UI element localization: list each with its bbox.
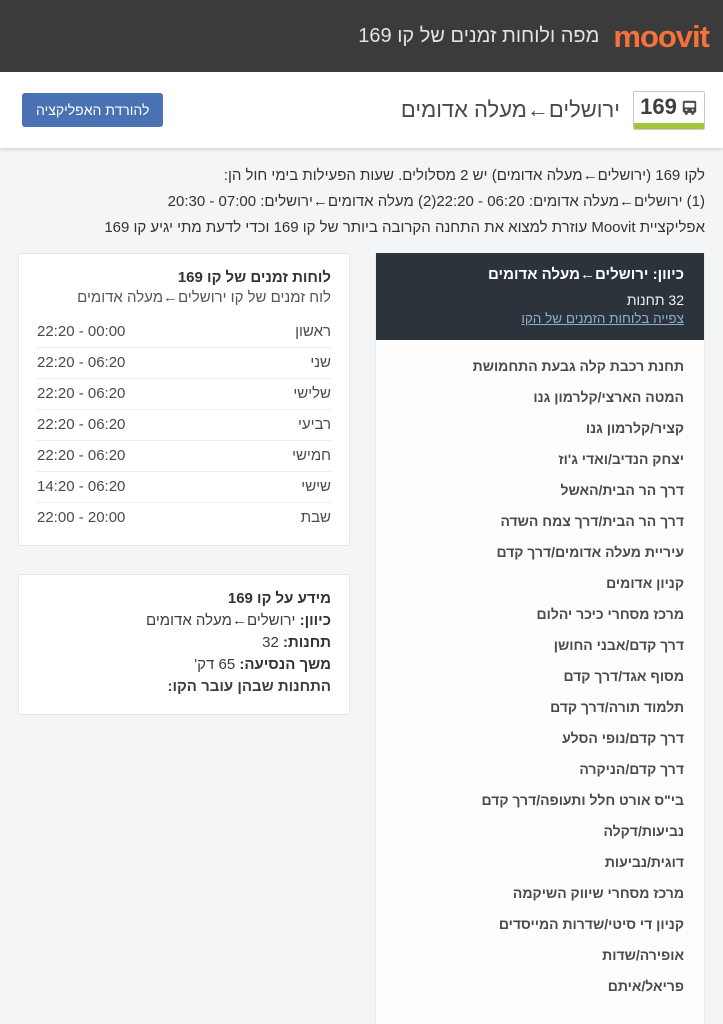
timetable-row [37,317,331,348]
timetable-hours: 22:20 - 06:20 [37,354,126,371]
stations-count: 32 תחנות [626,292,684,308]
info-duration-label: משך הנסיעה: [239,656,331,673]
direction-panel-header [376,253,704,340]
info-duration [37,654,331,676]
station-list-item[interactable]: קציר/קלרמון גנו [585,420,684,436]
timetable-day: שבת [300,509,331,526]
timetable-day: שישי [301,478,331,495]
timetable-card [18,253,350,546]
info-stations-value: 32 [262,634,279,651]
top-header [0,0,723,72]
station-list-item[interactable]: דרך קדם/הניקרה [579,761,684,777]
page-title: מפה ולוחות זמנים של קו 169 [358,24,600,47]
timetable-hours: 22:20 - 06:20 [37,385,126,402]
station-list-item[interactable]: עיריית מעלה אדומים/דרך קדם [496,544,684,560]
station-list-item[interactable]: קניון אדומים [606,575,684,591]
station-list-item[interactable]: דרך קדם/אבני החושן [553,637,684,653]
bus-icon [681,99,698,116]
main-content [18,253,705,1024]
station-list-item[interactable]: דרך קדם/נופי הסלע [562,730,684,746]
info-duration-value: 65 דק' [194,656,236,673]
info-direction-value: ירושלים←מעלה אדומים [146,612,296,629]
station-list-item[interactable]: מסוף אגד/דרך קדם [563,668,684,684]
download-app-button[interactable]: להורדת האפליקציה [22,93,163,127]
side-column [18,253,350,715]
timetable-card-subtitle: לוח זמנים של קו ירושלים←מעלה אדומים [77,289,331,306]
station-list-item[interactable]: קניון די סיטי/שדרות המייסדים [498,916,684,932]
timetable-hours: 22:20 - 06:20 [37,416,126,433]
timetable-day: ראשון [295,323,331,340]
timetable-hours: 22:20 - 00:00 [37,323,126,340]
timetable-rows [37,317,331,533]
intro-line-3: אפליקציית Moovit עוזרת למצוא את התחנה הקרובה ביותר של קו 169 וכדי לדעת מתי יגיע קו 169 [104,219,705,236]
line-badge-inner [634,92,704,123]
line-color-bar [634,123,704,129]
station-list-item[interactable]: תלמוד תורה/דרך קדם [550,699,684,715]
line-info-card [18,574,350,715]
timetable-day: רביעי [297,416,331,433]
station-list-item[interactable]: נביעות/דקלה [603,823,684,839]
station-list-item[interactable]: דרך הר הבית/האשל [560,482,684,498]
station-list-item[interactable]: פריאל/איתם [607,978,684,994]
timetable-row [37,503,331,533]
info-stations-label: תחנות: [282,634,331,651]
station-list-item[interactable]: יצחק הנדיב/ואדי ג'וז [558,451,684,467]
station-list-item[interactable]: מרכז מסחרי שיווק השיקמה [512,885,684,901]
station-list-item[interactable]: דוגית/נביעות [604,854,684,870]
line-subheader [0,72,723,148]
intro-paragraph [18,163,705,241]
timetable-row [37,379,331,410]
station-list-item[interactable]: דרך הר הבית/דרך צמח השדה [500,513,684,529]
line-badge [633,91,705,130]
timetable-hours: 22:00 - 20:00 [37,509,126,526]
direction-panel [375,253,705,1024]
info-direction [37,610,331,632]
timetable-row [37,441,331,472]
intro-line-1: לקו 169 (ירושלים←מעלה אדומים) יש 2 מסלולים. שעות הפעילות בימי חול הן: [223,167,705,184]
timetable-hours: 22:20 - 06:20 [37,447,126,464]
info-card-title: מידע על קו 169 [227,590,331,607]
line-number: 169 [640,94,677,119]
timetable-row [37,348,331,379]
station-list-item[interactable]: בי"ס אורט חלל ותעופה/דרך קדם [481,792,684,808]
timetable-row [37,472,331,503]
view-timetable-link[interactable]: צפייה בלוחות הזמנים של הקו [521,311,684,326]
station-list-item[interactable]: אופירה/שדות [602,947,684,963]
direction-title: כיוון: ירושלים←מעלה אדומים [488,266,684,283]
timetable-card-title: לוחות זמנים של קו 169 [177,269,331,286]
info-stations [37,632,331,654]
intro-line-2: (1) ירושלים←מעלה אדומים: 06:20 - 22:20(2) מעלה אדומים←ירושלים: 07:00 - 20:30 [167,193,705,210]
station-list-item[interactable]: תחנת רכבת קלה גבעת התחמושת [472,358,684,374]
info-stops-heading: התחנות שבהן עובר הקו: [167,678,331,695]
line-title: ירושלים←מעלה אדומים [400,97,620,122]
station-list-item[interactable]: המטה הארצי/קלרמון גנו [533,389,684,405]
timetable-row [37,410,331,441]
timetable-day: שלישי [293,385,331,402]
stations-list [376,340,704,1024]
timetable-day: חמישי [292,447,331,464]
timetable-hours: 14:20 - 06:20 [37,478,126,495]
timetable-day: שני [310,354,331,371]
moovit-logo[interactable]: moovit [613,18,709,54]
info-direction-label: כיוון: [299,612,331,629]
station-list-item[interactable]: מרכז מסחרי כיכר יהלום [536,606,684,622]
